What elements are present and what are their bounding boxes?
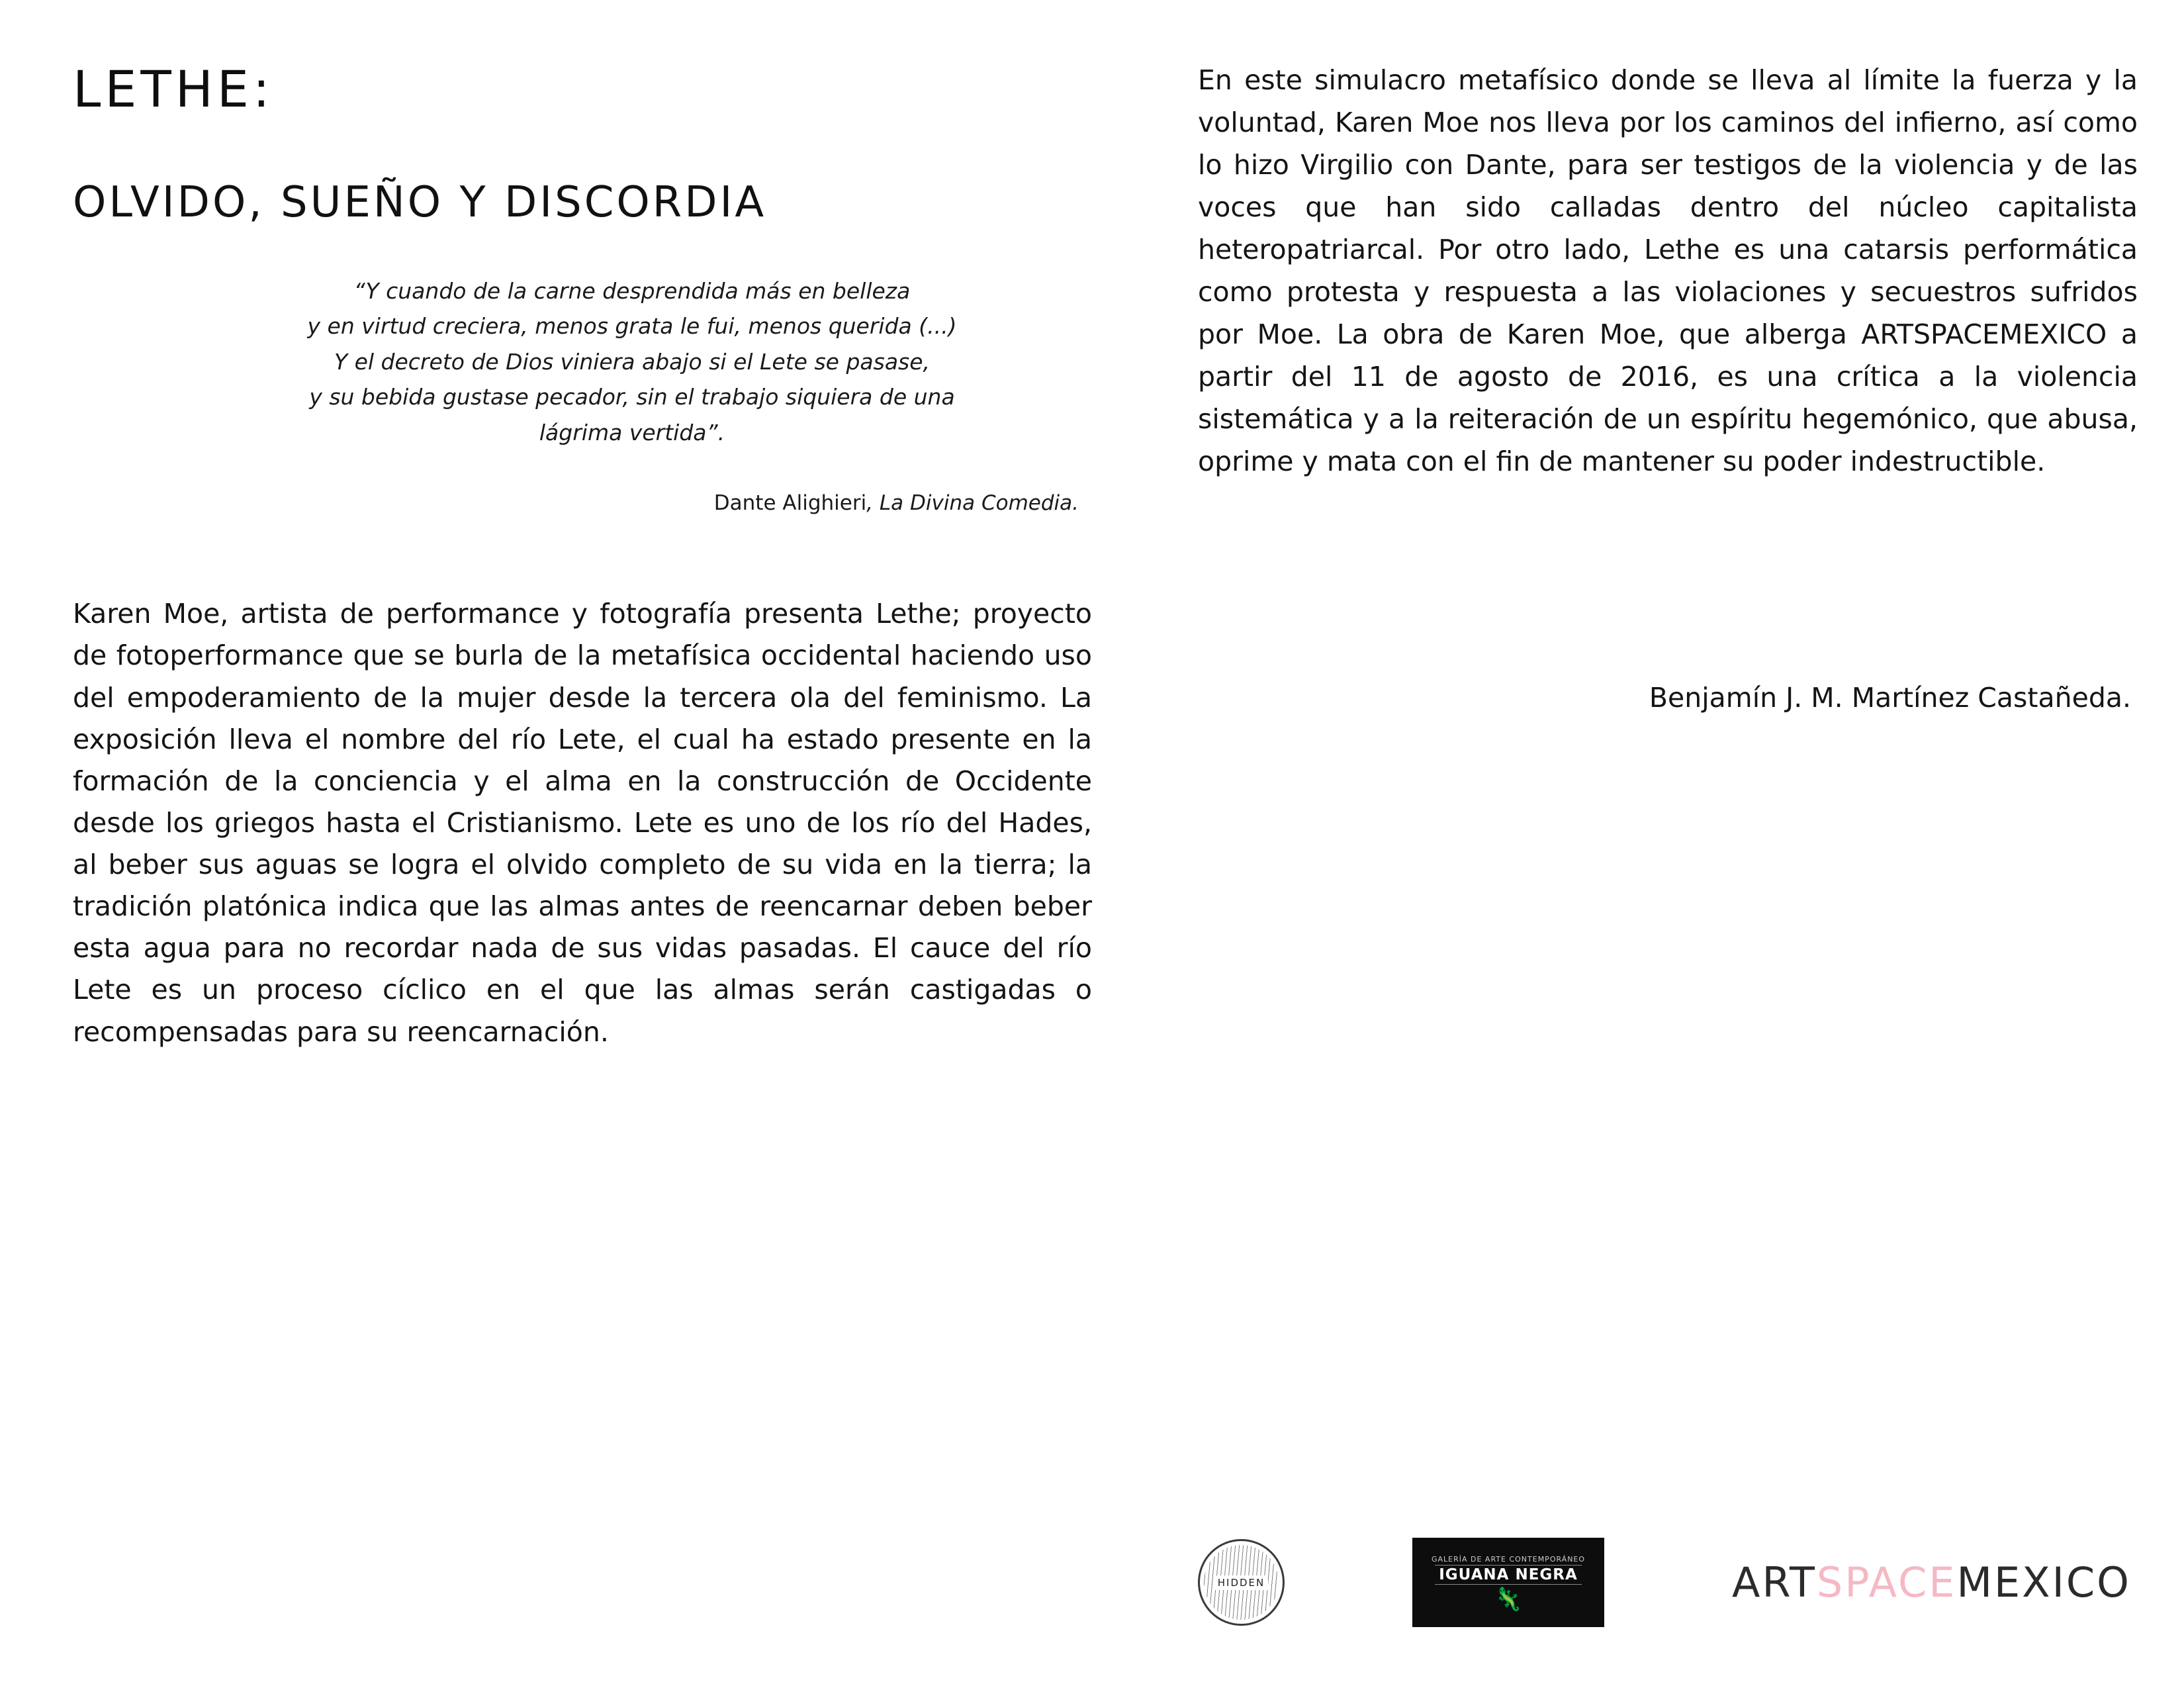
left-column <box>73 60 1171 1662</box>
artspace-logo-part-mexico: MEXICO <box>1956 1558 2131 1607</box>
epigraph-line-3: Y el decreto de Dios viniera abajo si el Lete se pasase, <box>334 348 931 375</box>
page-subtitle: OLVIDO, SUEÑO Y DISCORDIA <box>73 178 767 227</box>
iguana-negra-logo <box>1412 1538 1604 1627</box>
epigraph-line-5: lágrima vertida”. <box>539 419 725 445</box>
artspace-logo-part-space: SPACE <box>1816 1558 1957 1607</box>
author-signature: Benjamín J. M. Martínez Castañeda. <box>1649 681 2131 714</box>
right-body-text: En este simulacro metafísico donde se lleva al límite la fuerza y la voluntad, Karen Moe nos lleva por los caminos del infierno, así como lo hizo Virgilio con Dante, para ser testigos de la violencia y de las voces que han sido calladas dentro del núcleo capitalista heteropatriarcal. Por otro lado, Lethe es una catarsis performática como protesta y respuesta a las violaciones y secuestros sufridos por Moe. La obra de Karen Moe, que alberga ARTSPACEMEXICO a partir del 11 de agosto de 2016, es una crítica a la violencia sistemática y a la reiteración de un espíritu hegemónico, que abusa, oprime y mata con el fin de mantener su poder indestructible. <box>1198 64 2138 477</box>
iguana-icon: 🦎 <box>1494 1585 1523 1613</box>
artspace-logo-part-art: ART <box>1732 1558 1817 1607</box>
page-title: LETHE: <box>73 60 274 118</box>
hidden-logo <box>1198 1539 1285 1626</box>
artspacemexico-logo <box>1732 1558 2131 1607</box>
epigraph-author: Dante Alighieri <box>713 491 867 516</box>
footer-logos <box>1198 1538 2131 1627</box>
hidden-logo-label: HIDDEN <box>1214 1575 1269 1590</box>
epigraph-line-4: y su bebida gustase pecador, sin el trabajo siquiera de una <box>309 384 955 410</box>
epigraph-line-2: y en virtud creciera, menos grata le fui, menos querida (...) <box>307 313 957 340</box>
left-body-text: Karen Moe, artista de performance y fotografía presenta Lethe; proyecto de fotoperformance que se burla de la metafísica occidental haciendo uso del empoderamiento de la mujer desde la tercera ola del feminismo. La exposición lleva el nombre del río Lete, el cual ha estado presente en la formación de la conciencia y el alma en la construcción de Occidente desde los griegos hasta el Cristianismo. Lete es uno de los río del Hades, al beber sus aguas se logra el olvido completo de su vida en la tierra; la tradición platónica indica que las almas antes de reencarnar deben beber esta agua para no recordar nada de sus vidas pasadas. El cauce del río Lete es un proceso cíclico en el que las almas serán castigadas o recompensadas para su reencarnación. <box>73 598 1092 1048</box>
iguana-logo-name: IGUANA NEGRA <box>1435 1565 1582 1585</box>
right-column <box>1171 60 2138 1662</box>
epigraph-line-1: “Y cuando de la carne desprendida más en belleza <box>353 278 911 304</box>
epigraph-quote <box>192 273 1072 450</box>
iguana-logo-tagline: GALERÍA DE ARTE CONTEMPORÁNEO <box>1431 1554 1586 1564</box>
epigraph-attribution <box>73 491 1079 515</box>
epigraph-work: , La Divina Comedia. <box>866 491 1079 516</box>
